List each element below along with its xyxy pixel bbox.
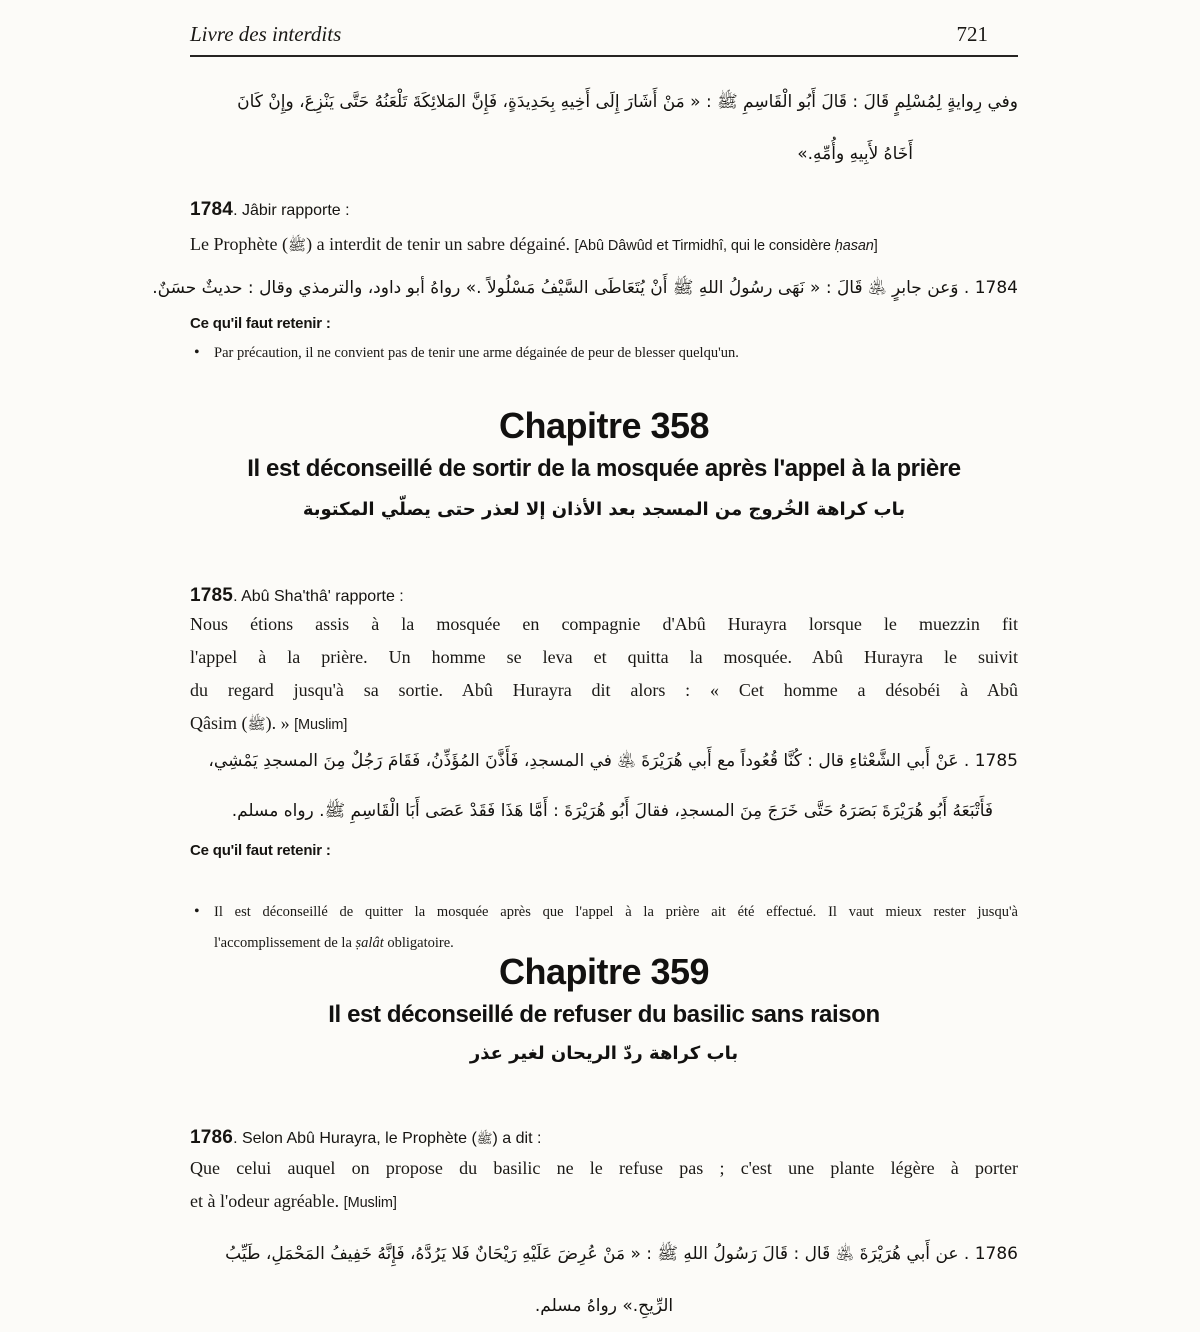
paragraph-line: du regard jusqu'à sa sortie. Abû Hurayra dit alors : « Cet homme a désobéi à Abû	[190, 680, 1018, 700]
hadith-1785-text	[190, 608, 1018, 742]
paragraph-last-line	[190, 1185, 1018, 1220]
narrator-label: . Abû Sha'thâ' rapporte :	[233, 588, 404, 605]
retenir-heading-1785: Ce qu'il faut retenir :	[190, 842, 331, 859]
key-point-line-1: Il est déconseillé de quitter la mosquée après que l'appel à la prière ait été effectué. Il vaut mieux rester jusqu'à	[214, 904, 1018, 920]
page-number: 721	[956, 22, 988, 46]
paragraph-line: Nous étions assis à la mosquée en compagnie d'Abû Hurayra lorsque le muezzin fit	[190, 614, 1018, 634]
paragraph-line: l'appel à la prière. Un homme se leva et quitta la mosquée. Abû Hurayra le suivit	[190, 647, 1018, 667]
source-citation: [Muslim]	[294, 717, 348, 733]
arabic-hadith-1785-line-2: فَأَتْبَعَهُ أَبُو هُرَيْرَةَ بَصَرَهُ حَتَّى خَرَجَ مِنَ المسجدِ، فقالَ أَبُو هُرَيْرَةَ : أَمَّا هَذَا فَقَدْ عَصَى أَبَا الْقَاسِمِ ﷺ. رواه مسلم.	[231, 801, 993, 821]
arabic-hadith-1786-line-2: الرِّيحِ.» رواهُ مسلم.	[534, 1296, 674, 1316]
arabic-hadith-1785	[190, 736, 1018, 836]
arabic-hadith-1784	[152, 262, 1018, 314]
paragraph-text-after: ). »	[265, 713, 295, 733]
narrator-label: . Jâbir rapporte :	[233, 202, 350, 219]
key-point-text-after: obligatoire.	[383, 935, 454, 951]
hadith-1784-heading	[190, 198, 1018, 223]
arabic-hadith-1785-line-1: 1785 . عَنْ أَبي الشَّعْثاءِ قال : كُنَّا قُعُوداً مع أَبي هُرَيْرَةَ ﵁ في المسجدِ، فَأَذَّنَ المُؤَذِّنُ، فَقَامَ رَجُلٌ مِنَ المسجدِ يَمْشِي،	[208, 751, 1018, 771]
hadith-1784-text	[190, 228, 1018, 263]
narrator-label-after: ) a dit :	[492, 1130, 542, 1147]
hadith-1786-heading	[190, 1126, 1018, 1151]
key-point-1785	[190, 897, 1018, 959]
hadith-1785-heading	[190, 584, 1018, 609]
arabic-continuation-line-2: أَخَاهُ لأَبِيهِ وأُمِّهِ.»	[797, 144, 913, 164]
chapter-359-label: Chapitre 359	[498, 951, 710, 992]
source-text: [Abû Dâwûd et Tirmidhî, qui le considère	[574, 238, 835, 254]
arabic-hadith-1786	[190, 1228, 1018, 1332]
chapter-358-label: Chapitre 358	[498, 405, 710, 446]
hadith-text-after: ) a interdit de tenir un sabre dégainé.	[306, 234, 575, 254]
bullet-marker: •	[194, 344, 200, 361]
paragraph-text-before: Qâsim (	[190, 713, 248, 733]
hadith-number: 1784	[190, 199, 234, 220]
arabic-hadith-1784-line: 1784 . وَعن جابرٍ ﵁ قَالَ : « نَهَى رسُولُ اللهِ ﷺ أَنْ يُتَعَاطَى السَّيْفُ مَسْلُولاً .» رواهُ أبو داود، والترمذي وقال : حديثٌ حسَنٌ.	[152, 278, 1018, 298]
paragraph-line: Que celui auquel on propose du basilic ne le refuse pas ; c'est une plante légère à porter	[190, 1158, 1018, 1178]
source-grading-term: ḥasan	[834, 238, 874, 254]
narrator-label-before: . Selon Abû Hurayra, le Prophète (	[233, 1130, 477, 1147]
hadith-1786-text	[190, 1152, 1018, 1220]
key-point-text-before: l'accomplissement de la	[214, 935, 356, 951]
paragraph-text: et à l'odeur agréable.	[190, 1191, 344, 1211]
hadith-text-before: Le Prophète (	[190, 234, 288, 254]
arabic-continuation-block	[190, 76, 1018, 180]
chapter-358-title: Il est déconseillé de sortir de la mosquée après l'appel à la prière	[247, 455, 961, 482]
chapter-358-arabic-title: باب كراهة الخُروج من المسجد بعد الأذان إلا لعذر حتى يصلّي المكتوبة	[302, 499, 906, 520]
arabic-continuation-line-1: وفي رِوايةٍ لِمُسْلِمٍ قَالَ : قَالَ أَبُو الْقَاسِمِ ﷺ : « مَنْ أَشَارَ إِلَى أَخِيهِ بِحَدِيدَةٍ، فَإِنَّ المَلائِكَةَ تَلْعَنُهُ حَتَّى يَنْزِعَ، وإِنْ كَانَ	[237, 92, 1018, 112]
retenir-heading-1784: Ce qu'il faut retenir :	[190, 315, 331, 332]
saws-honorific-icon: ﷺ	[287, 236, 307, 254]
running-header	[190, 22, 1018, 47]
salat-term: ṣalât	[355, 935, 384, 951]
key-point-1784	[190, 338, 1018, 369]
hadith-number: 1786	[190, 1127, 234, 1148]
source-bracket-close: ]	[873, 238, 878, 254]
saws-honorific-icon: ﷺ	[476, 1132, 493, 1147]
saws-honorific-icon: ﷺ	[247, 715, 266, 733]
running-header-title: Livre des interdits	[190, 22, 342, 46]
chapter-359-arabic-title: باب كراهة ردّ الريحان لغير عذر	[469, 1043, 739, 1064]
bullet-marker: •	[194, 903, 200, 920]
chapter-359-title: Il est déconseillé de refuser du basilic sans raison	[328, 1001, 880, 1028]
source-citation: [Muslim]	[343, 1195, 397, 1211]
source-citation	[575, 238, 878, 254]
key-point-text: Par précaution, il ne convient pas de tenir une arme dégainée de peur de blesser quelqu'un.	[214, 345, 739, 361]
arabic-hadith-1786-line-1: 1786 . عن أَبي هُرَيْرَةَ ﵁ قَال : قَالَ رَسُولُ اللهِ ﷺ : « مَنْ عُرِضَ عَلَيْهِ رَيْحَانٌ فَلا يَرُدَّهُ، فَإِنَّهُ خَفِيفُ المَحْمَلِ، طَيِّبُ	[225, 1244, 1018, 1264]
header-rule	[190, 55, 1018, 57]
hadith-number: 1785	[190, 585, 234, 606]
